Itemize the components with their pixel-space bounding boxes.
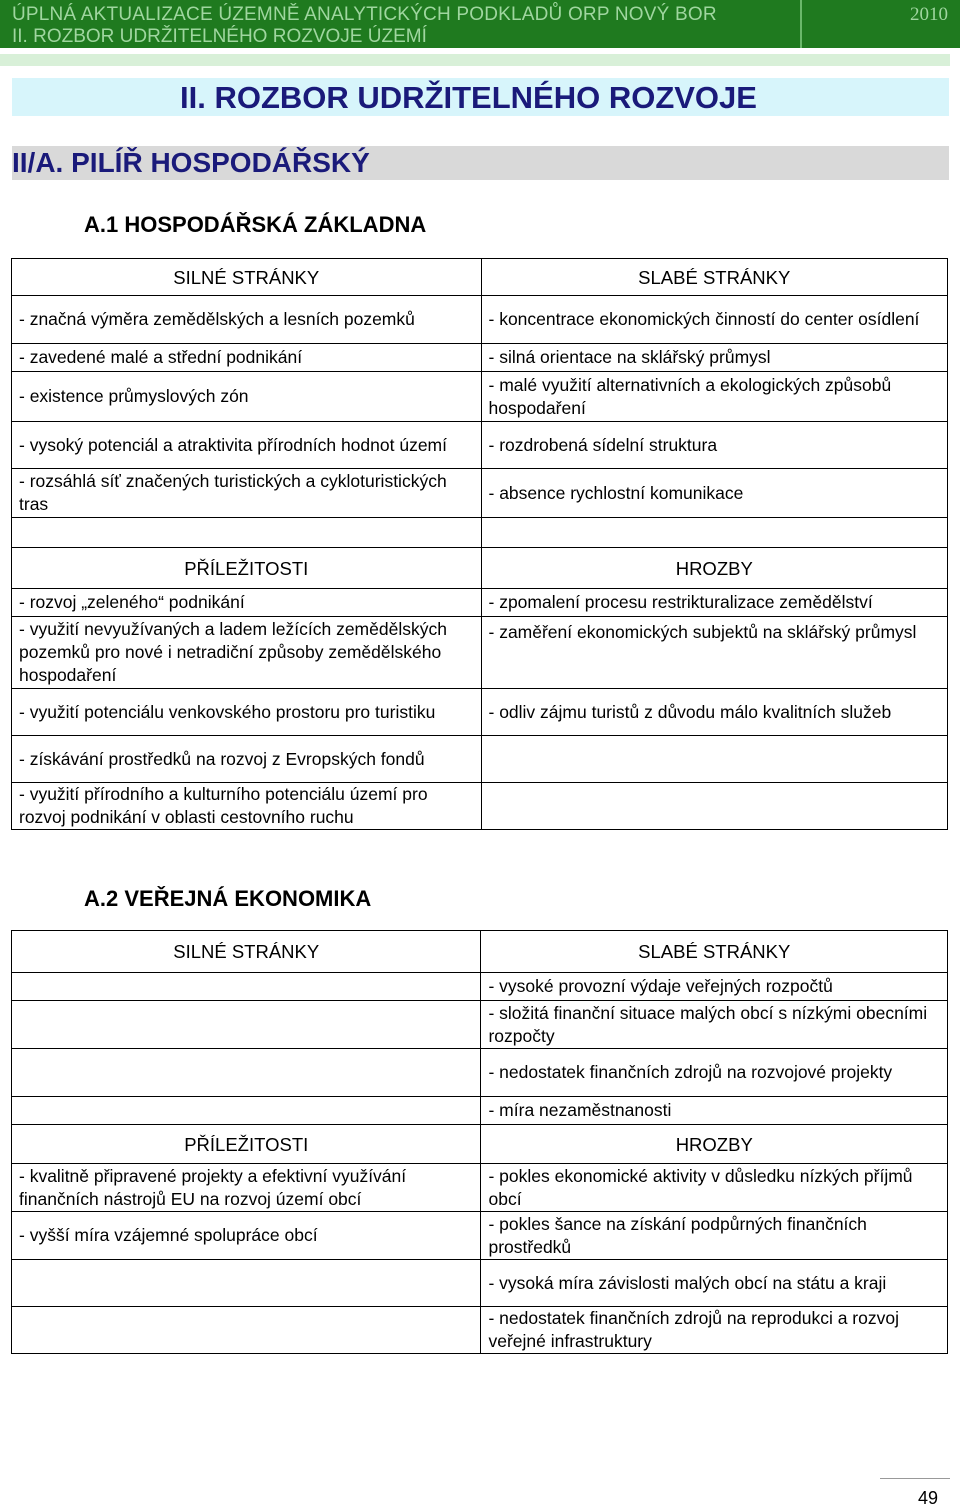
threat-cell: - vysoká míra závislosti malých obcí na státu a kraji	[481, 1260, 948, 1307]
opportunity-cell: - kvalitně připravené projekty a efektivní využívání finančních nástrojů EU na rozvoj území obcí	[12, 1164, 481, 1212]
threats-header: HROZBY	[481, 548, 948, 589]
threats-header: HROZBY	[481, 1125, 948, 1164]
threat-cell: - odliv zájmu turistů z důvodu málo kvalitních služeb	[481, 689, 948, 736]
strengths-header: SILNÉ STRÁNKY	[12, 259, 482, 296]
opportunity-cell	[12, 1260, 481, 1307]
opportunity-cell: - využití potenciálu venkovského prostoru pro turistiku	[12, 689, 482, 736]
opportunity-cell: - rozvoj „zeleného“ podnikání	[12, 589, 482, 617]
header-strip	[0, 54, 950, 66]
weakness-cell: - nedostatek finančních zdrojů na rozvojové projekty	[481, 1049, 948, 1097]
page-number-rule	[880, 1478, 950, 1479]
strength-cell	[12, 1049, 481, 1097]
weakness-cell: - rozdrobená sídelní struktura	[481, 422, 948, 469]
strength-cell: - zavedené malé a střední podnikání	[12, 344, 482, 372]
threat-cell	[481, 783, 948, 830]
header-year: 2010	[910, 4, 948, 25]
strength-cell: - existence průmyslových zón	[12, 372, 482, 422]
weaknesses-header: SLABÉ STRÁNKY	[481, 931, 948, 973]
empty-cell	[481, 518, 948, 548]
strength-cell: - vysoký potenciál a atraktivita přírodních hodnot území	[12, 422, 482, 469]
threat-cell	[481, 736, 948, 783]
swot-table-a1	[11, 258, 948, 830]
page-header	[0, 0, 960, 48]
header-chapter-title: II. ROZBOR UDRŽITELNÉHO ROZVOJE ÚZEMÍ	[12, 26, 427, 47]
weakness-cell: - malé využití alternativních a ekologických způsobů hospodaření	[481, 372, 948, 422]
opportunity-cell	[12, 1307, 481, 1354]
opportunity-cell: - využití nevyužívaných a ladem ležících zemědělských pozemků pro nové i netradiční způsoby zemědělského hospodaření	[12, 617, 482, 689]
threat-cell: - zpomalení procesu restrikturalizace zemědělství	[481, 589, 948, 617]
opportunity-cell: - vyšší míra vzájemné spolupráce obcí	[12, 1212, 481, 1260]
threat-cell: - pokles šance na získání podpůrných finančních prostředků	[481, 1212, 948, 1260]
strength-cell: - rozsáhlá síť značených turistických a cykloturistických tras	[12, 469, 482, 518]
opportunities-header: PŘÍLEŽITOSTI	[12, 1125, 481, 1164]
strength-cell: - značná výměra zemědělských a lesních pozemků	[12, 296, 482, 344]
opportunities-header: PŘÍLEŽITOSTI	[12, 548, 482, 589]
page-subtitle: II/A. PILÍŘ HOSPODÁŘSKÝ	[12, 147, 370, 178]
threat-cell: - nedostatek finančních zdrojů na reprodukci a rozvoj veřejné infrastruktury	[481, 1307, 948, 1354]
threat-cell: - pokles ekonomické aktivity v důsledku nízkých příjmů obcí	[481, 1164, 948, 1212]
opportunity-cell: - využití přírodního a kulturního potenciálu území pro rozvoj podnikání v oblasti cestovního ruchu	[12, 783, 482, 830]
weakness-cell: - složitá finanční situace malých obcí s nízkými obecními rozpočty	[481, 1001, 948, 1049]
strengths-header: SILNÉ STRÁNKY	[12, 931, 481, 973]
threat-cell: - zaměření ekonomických subjektů na sklářský průmysl	[481, 617, 948, 689]
section-heading-a1: A.1 HOSPODÁŘSKÁ ZÁKLADNA	[84, 212, 427, 237]
strength-cell	[12, 973, 481, 1001]
section-heading-a2: A.2 VEŘEJNÁ EKONOMIKA	[84, 886, 372, 911]
weaknesses-header: SLABÉ STRÁNKY	[481, 259, 948, 296]
page-title: II. ROZBOR UDRŽITELNÉHO ROZVOJE	[180, 80, 757, 115]
strength-cell	[12, 1097, 481, 1125]
strength-cell	[12, 1001, 481, 1049]
weakness-cell: - absence rychlostní komunikace	[481, 469, 948, 518]
header-document-title: ÚPLNÁ AKTUALIZACE ÚZEMNĚ ANALYTICKÝCH PODKLADŮ ORP NOVÝ BOR	[12, 4, 717, 25]
header-divider	[800, 0, 802, 48]
weakness-cell: - silná orientace na sklářský průmysl	[481, 344, 948, 372]
weakness-cell: - vysoké provozní výdaje veřejných rozpočtů	[481, 973, 948, 1001]
empty-cell	[12, 518, 482, 548]
weakness-cell: - míra nezaměstnanosti	[481, 1097, 948, 1125]
opportunity-cell: - získávání prostředků na rozvoj z Evropských fondů	[12, 736, 482, 783]
page-number: 49	[917, 1488, 938, 1508]
weakness-cell: - koncentrace ekonomických činností do center osídlení	[481, 296, 948, 344]
swot-table-a2	[11, 930, 948, 1354]
